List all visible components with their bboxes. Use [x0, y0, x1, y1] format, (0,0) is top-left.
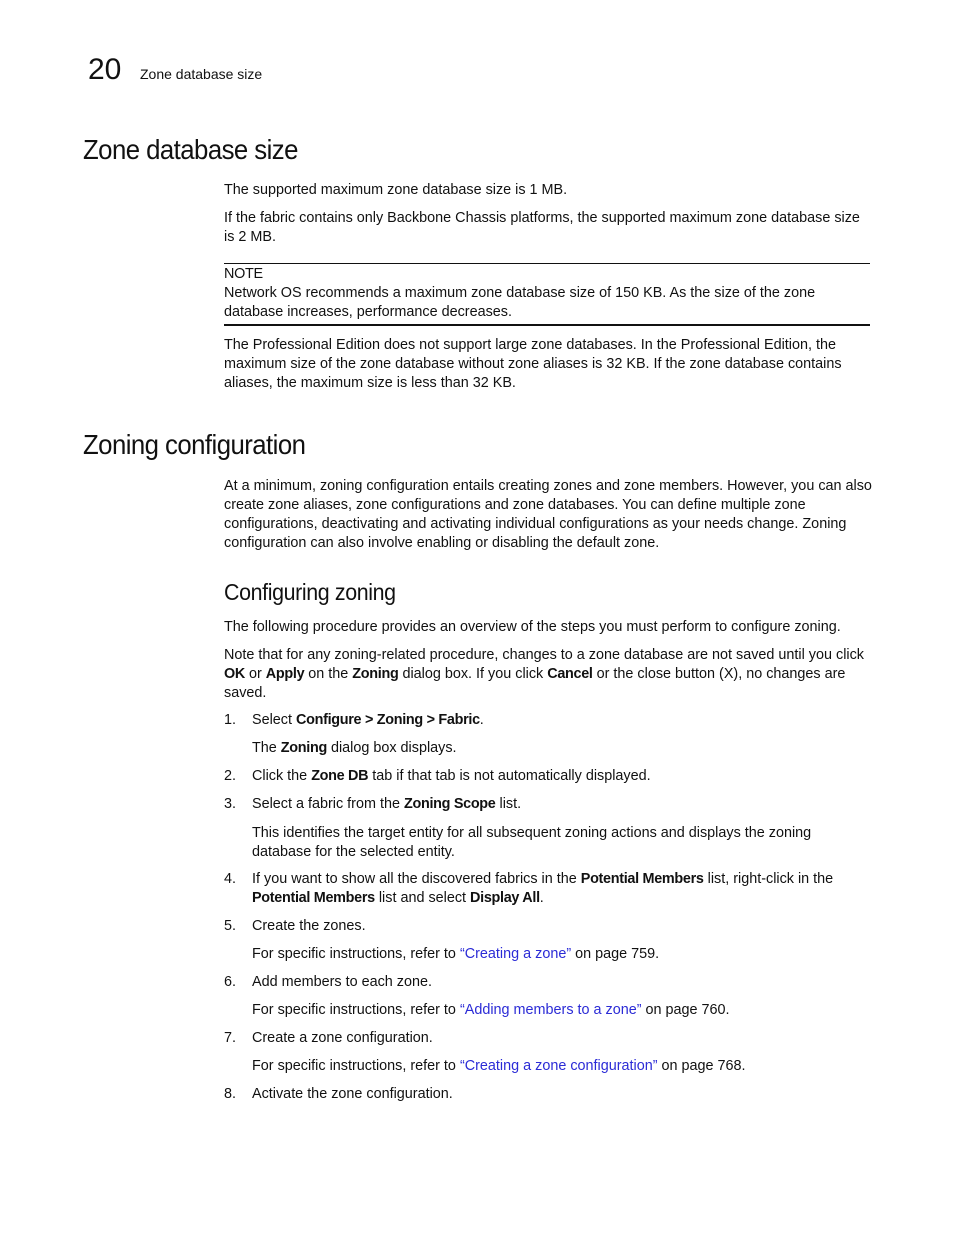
- paragraph: At a minimum, zoning configuration entails creating zones and zone members. However, you can also create zone aliases, zone configurations and zone databases. You can define multiple zone configurations, deactivating and activating individual configurations as your needs change. Zoning configuration can also involve enabling or disabling the default zone.: [224, 478, 872, 551]
- step-number: 7.: [224, 1030, 237, 1046]
- note-label: NOTE: [224, 266, 263, 282]
- ui-term-apply: Apply: [265, 666, 305, 682]
- step-detail: This identifies the target entity for all subsequent zoning actions and displays the zoning database for the selected entity.: [252, 825, 812, 860]
- step-number: 2.: [224, 768, 237, 784]
- link-creating-a-zone-configuration[interactable]: “Creating a zone configuration”: [459, 1058, 658, 1074]
- step-text: Create the zones.: [252, 918, 366, 934]
- paragraph: The Professional Edition does not support large zone databases. In the Professional Edition, the maximum size of the zone database without zone aliases is 32 KB. If the zone database contains aliases, the maximum size is less than 32 KB.: [224, 337, 842, 391]
- step-number: 5.: [224, 918, 237, 934]
- step-text: If you want to show all the discovered fabrics in the Potential Members list, right-click in the Potential Members list and select Display All.: [252, 871, 834, 906]
- step-text: Select Configure > Zoning > Fabric.: [252, 712, 484, 728]
- step-number: 4.: [224, 871, 237, 887]
- step-number: 3.: [224, 796, 237, 812]
- section-heading-zone-database-size: Zone database size: [83, 134, 298, 165]
- link-adding-members-to-a-zone[interactable]: “Adding members to a zone”: [459, 1002, 642, 1018]
- note-top-rule: [224, 263, 870, 264]
- subsection-heading-configuring-zoning: Configuring zoning: [224, 579, 396, 605]
- step-number: 1.: [224, 712, 237, 728]
- note-text: Network OS recommends a maximum zone database size of 150 KB. As the size of the zone database increases, performance decreases.: [224, 285, 816, 320]
- step-number: 6.: [224, 974, 237, 990]
- step-detail: For specific instructions, refer to “Adding members to a zone” on page 760.: [252, 1002, 730, 1018]
- step-text: Create a zone configuration.: [252, 1030, 433, 1046]
- step-number: 8.: [224, 1086, 237, 1102]
- paragraph: The following procedure provides an overview of the steps you must perform to configure zoning.: [224, 619, 841, 635]
- ui-term-zoning: Zoning: [352, 666, 399, 682]
- section-heading-zoning-configuration: Zoning configuration: [83, 429, 306, 460]
- chapter-number: 20: [88, 53, 122, 86]
- link-creating-a-zone[interactable]: “Creating a zone”: [459, 946, 572, 962]
- step-text: Activate the zone configuration.: [252, 1086, 453, 1102]
- ui-term-ok: OK: [224, 666, 245, 682]
- paragraph: The supported maximum zone database size is 1 MB.: [224, 182, 568, 198]
- ui-term-cancel: Cancel: [547, 666, 593, 682]
- step-detail: The Zoning dialog box displays.: [252, 740, 457, 756]
- paragraph: If the fabric contains only Backbone Chassis platforms, the supported maximum zone database size is 2 MB.: [224, 210, 860, 245]
- paragraph-note-on-saving: Note that for any zoning-related procedure, changes to a zone database are not saved until you click OK or Apply on the Zoning dialog box. If you click Cancel or the close button (X), no changes are saved.: [224, 647, 864, 701]
- step-detail: For specific instructions, refer to “Creating a zone configuration” on page 768.: [252, 1058, 746, 1074]
- step-text: Add members to each zone.: [252, 974, 432, 990]
- step-detail: For specific instructions, refer to “Creating a zone” on page 759.: [252, 946, 660, 962]
- step-text: Select a fabric from the Zoning Scope list.: [252, 796, 522, 812]
- step-text: Click the Zone DB tab if that tab is not automatically displayed.: [252, 768, 651, 784]
- note-bottom-rule: [224, 324, 870, 326]
- running-header-title: Zone database size: [140, 66, 263, 82]
